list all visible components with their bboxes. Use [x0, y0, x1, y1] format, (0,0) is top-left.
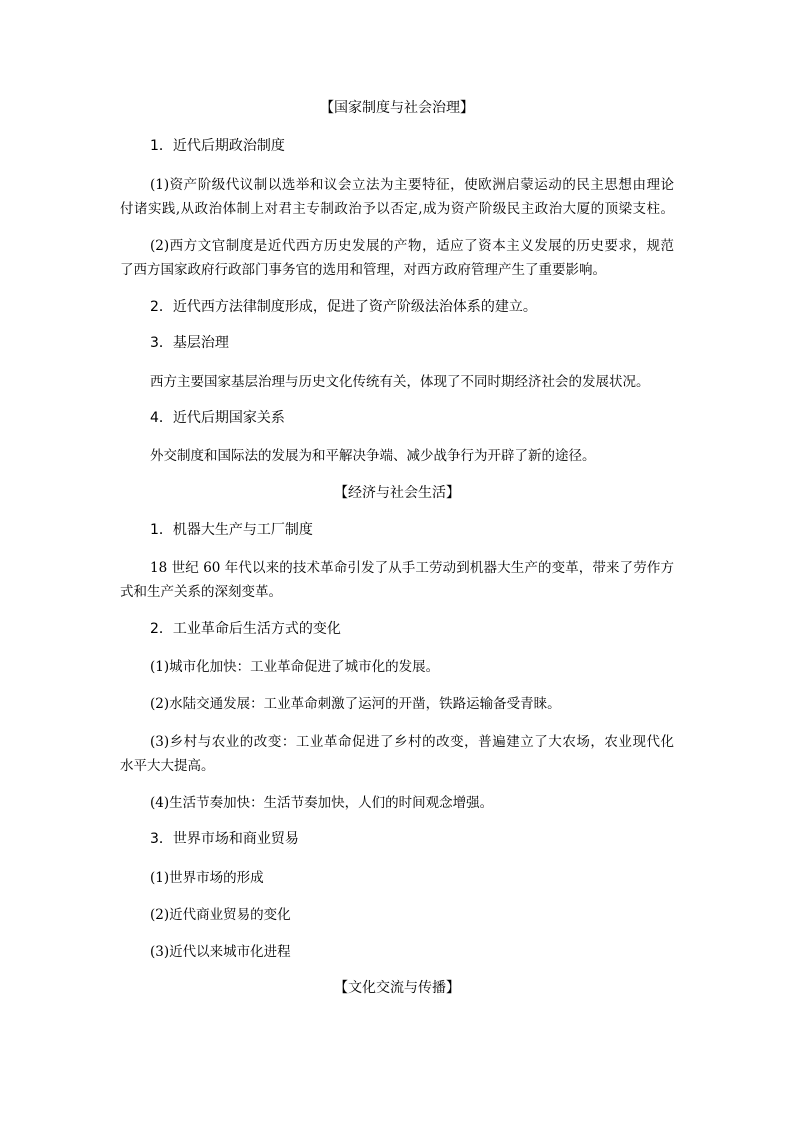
list-item-world-market-formation: (1)世界市场的形成 [150, 870, 264, 886]
subheading-world-market: 3．世界市场和商业贸易 [150, 831, 299, 847]
paragraph-life-pace: (4)生活节奏加快：生活节奏加快，人们的时间观念增强。 [150, 795, 494, 811]
list-item-commerce-trade-changes: (2)近代商业贸易的变化 [150, 907, 291, 923]
subheading-international-relations: 4．近代后期国家关系 [150, 410, 285, 426]
paragraph-urbanization: (1)城市化加快：工业革命促进了城市化的发展。 [150, 659, 440, 675]
section-heading-state-system: 【国家制度与社会治理】 [320, 100, 474, 116]
paragraph-machine-production-line1: 18 世纪 60 年代以来的技术革命引发了从手工劳动到机器大生产的变革，带来了劳作方 [150, 560, 674, 576]
paragraph-civil-service-line1: (2)西方文官制度是近代西方历史发展的产物，适应了资本主义发展的历史要求，规范 [150, 238, 674, 254]
subheading-legal-system: 2．近代西方法律制度形成，促进了资产阶级法治体系的建立。 [150, 299, 537, 315]
paragraph-international-relations: 外交制度和国际法的发展为和平解决争端、减少战争行为开辟了新的途径。 [150, 448, 596, 464]
paragraph-machine-production-line2: 式和生产关系的深刻变革。 [120, 584, 282, 600]
paragraph-rural-agriculture-line1: (3)乡村与农业的改变：工业革命促进了乡村的改变，普遍建立了大农场，农业现代化 [150, 734, 674, 750]
paragraph-representative-system-line2: 付诸实践,从政治体制上对君主专制政治予以否定,成为资产阶级民主政治大厦的顶梁支柱。 [120, 201, 674, 217]
paragraph-civil-service-line2: 了西方国家政府行政部门事务官的选用和管理，对西方政府管理产生了重要影响。 [120, 262, 606, 278]
list-item-urbanization-process: (3)近代以来城市化进程 [150, 944, 291, 960]
paragraph-representative-system-line1: (1)资产阶级代议制以选举和议会立法为主要特征，使欧洲启蒙运动的民主思想由理论 [150, 177, 674, 193]
subheading-political-system: 1．近代后期政治制度 [150, 138, 285, 154]
paragraph-grassroots-governance: 西方主要国家基层治理与历史文化传统有关，体现了不同时期经济社会的发展状况。 [150, 374, 650, 390]
section-heading-cultural-exchange: 【文化交流与传播】 [334, 980, 460, 996]
subheading-grassroots-governance: 3．基层治理 [150, 335, 229, 351]
paragraph-transportation: (2)水陆交通发展：工业革命刺激了运河的开凿，铁路运输备受青睐。 [150, 696, 561, 712]
subheading-machine-production: 1．机器大生产与工厂制度 [150, 522, 313, 538]
subheading-lifestyle-changes: 2．工业革命后生活方式的变化 [150, 621, 341, 637]
paragraph-rural-agriculture-line2: 水平大大提高。 [120, 758, 215, 774]
section-heading-economy: 【经济与社会生活】 [334, 485, 460, 501]
